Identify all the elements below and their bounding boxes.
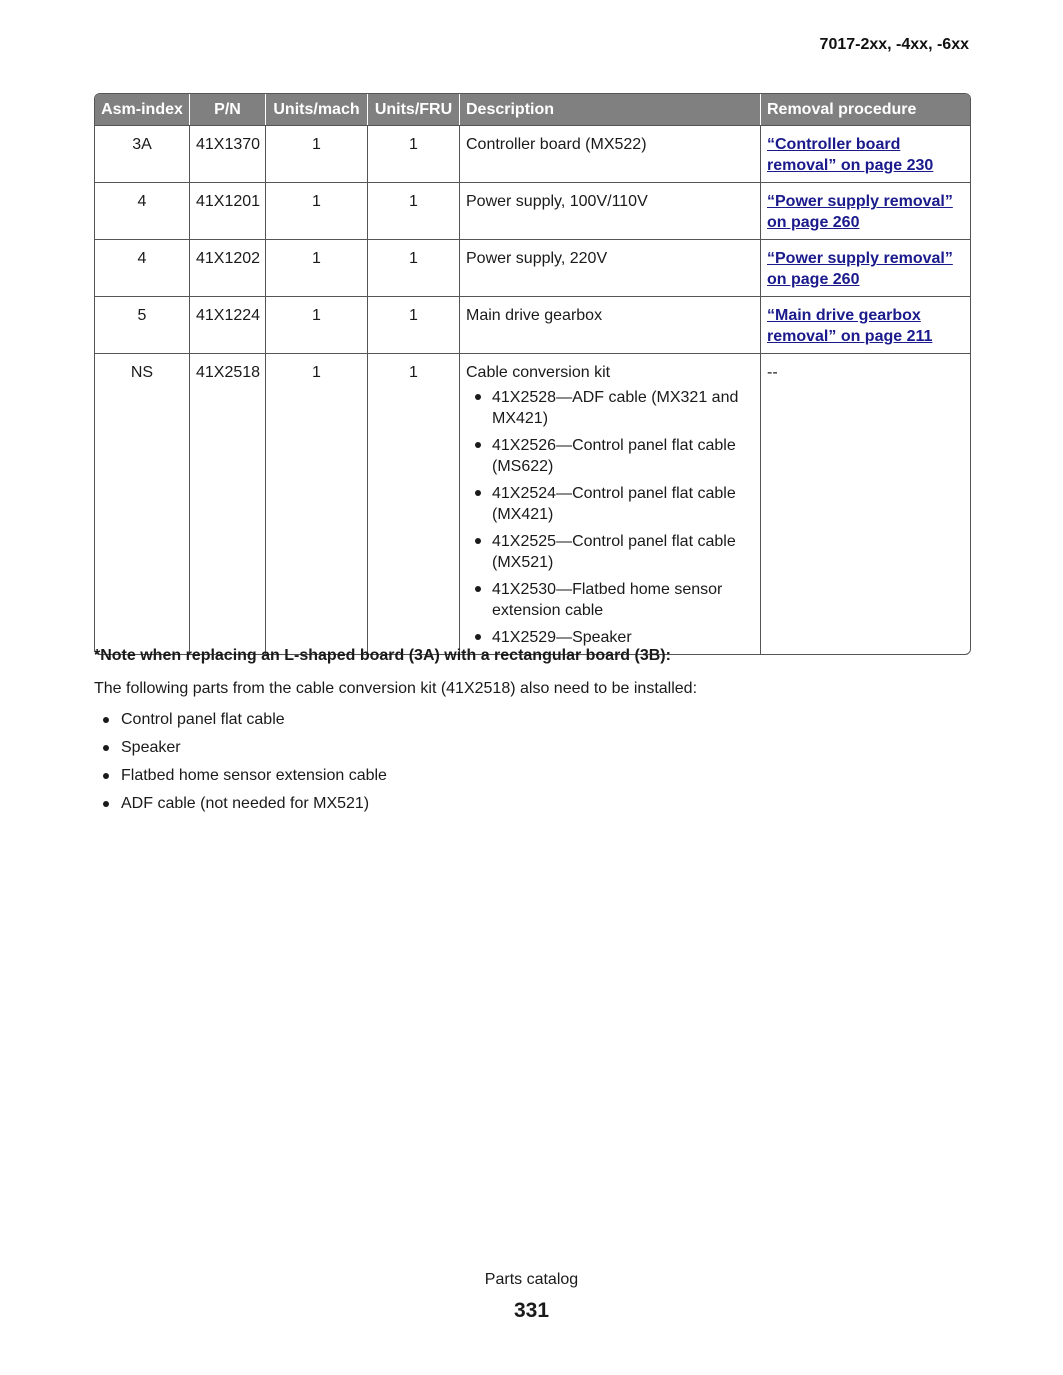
col-header-pn: P/N — [190, 94, 266, 125]
removal-link-line2: removal” on page 211 — [767, 328, 933, 345]
footer-section-label: Parts catalog — [484, 1271, 579, 1288]
cell-asm-index: 5 — [95, 296, 190, 353]
cell-units-mach: 1 — [266, 353, 368, 654]
cell-asm-index: 4 — [95, 239, 190, 296]
table-row — [95, 182, 970, 239]
note-item-list — [94, 706, 387, 818]
removal-link[interactable] — [767, 136, 933, 174]
cell-removal-procedure: -- — [761, 353, 970, 654]
description-item-list — [466, 387, 754, 648]
removal-link-line2: removal” on page 230 — [767, 157, 934, 174]
removal-link[interactable] — [767, 250, 953, 288]
cell-units-fru: 1 — [368, 239, 460, 296]
cell-units-mach: 1 — [266, 239, 368, 296]
list-item: Control panel flat cable — [94, 706, 387, 734]
page-header-model: 7017-2xx, -4xx, -6xx — [819, 36, 969, 53]
cell-units-fru: 1 — [368, 353, 460, 654]
list-item: 41X2528—ADF cable (MX321 and MX421) — [466, 387, 754, 429]
list-item: Speaker — [94, 734, 387, 762]
table-row — [95, 239, 970, 296]
list-item: 41X2526—Control panel flat cable (MS622) — [466, 435, 754, 477]
page-number: 331 — [513, 1299, 550, 1322]
cell-pn: 41X1224 — [190, 296, 266, 353]
list-item: Flatbed home sensor extension cable — [94, 762, 387, 790]
col-header-description: Description — [460, 94, 761, 125]
cell-units-fru: 1 — [368, 182, 460, 239]
parts-table — [94, 93, 971, 655]
removal-link[interactable] — [767, 307, 932, 345]
table-row — [95, 125, 970, 182]
table-row — [95, 353, 970, 654]
table-row — [95, 296, 970, 353]
list-item: 41X2530—Flatbed home sensor extension cable — [466, 579, 754, 621]
cell-removal-procedure — [761, 296, 970, 353]
cell-removal-procedure — [761, 125, 970, 182]
col-header-units-fru: Units/FRU — [368, 94, 460, 125]
removal-link[interactable] — [767, 193, 953, 231]
cell-description: Main drive gearbox — [460, 296, 761, 353]
removal-link-line1: “Controller board — [767, 136, 901, 153]
list-item: 41X2524—Control panel flat cable (MX421) — [466, 483, 754, 525]
cell-description: Controller board (MX522) — [460, 125, 761, 182]
removal-link-line2: on page 260 — [767, 271, 860, 288]
cell-asm-index: 4 — [95, 182, 190, 239]
cell-removal-procedure — [761, 239, 970, 296]
list-item: 41X2529—Speaker — [466, 627, 754, 648]
removal-link-line1: “Power supply removal” — [767, 193, 953, 210]
note-title: *Note when replacing an L-shaped board (3A) with a rectangular board (3B): — [94, 647, 671, 664]
list-item: ADF cable (not needed for MX521) — [94, 790, 387, 818]
cell-description: Power supply, 220V — [460, 239, 761, 296]
cell-description: Power supply, 100V/110V — [460, 182, 761, 239]
cell-units-fru: 1 — [368, 125, 460, 182]
cell-pn: 41X1370 — [190, 125, 266, 182]
list-item: 41X2525—Control panel flat cable (MX521) — [466, 531, 754, 573]
cell-removal-procedure — [761, 182, 970, 239]
removal-link-line2: on page 260 — [767, 214, 860, 231]
cell-units-mach: 1 — [266, 125, 368, 182]
description-title: Cable conversion kit — [466, 364, 611, 381]
cell-description — [460, 353, 761, 654]
col-header-units-mach: Units/mach — [266, 94, 368, 125]
cell-pn: 41X1202 — [190, 239, 266, 296]
note-body: The following parts from the cable conversion kit (41X2518) also need to be installed: — [94, 680, 698, 697]
removal-link-line1: “Power supply removal” — [767, 250, 953, 267]
table-header-row — [95, 94, 970, 125]
cell-pn: 41X2518 — [190, 353, 266, 654]
removal-link-line1: “Main drive gearbox — [767, 307, 921, 324]
cell-pn: 41X1201 — [190, 182, 266, 239]
cell-units-mach: 1 — [266, 296, 368, 353]
cell-asm-index: 3A — [95, 125, 190, 182]
cell-asm-index: NS — [95, 353, 190, 654]
col-header-removal-procedure: Removal procedure — [761, 94, 970, 125]
cell-units-fru: 1 — [368, 296, 460, 353]
col-header-asm-index: Asm-index — [95, 94, 190, 125]
cell-units-mach: 1 — [266, 182, 368, 239]
